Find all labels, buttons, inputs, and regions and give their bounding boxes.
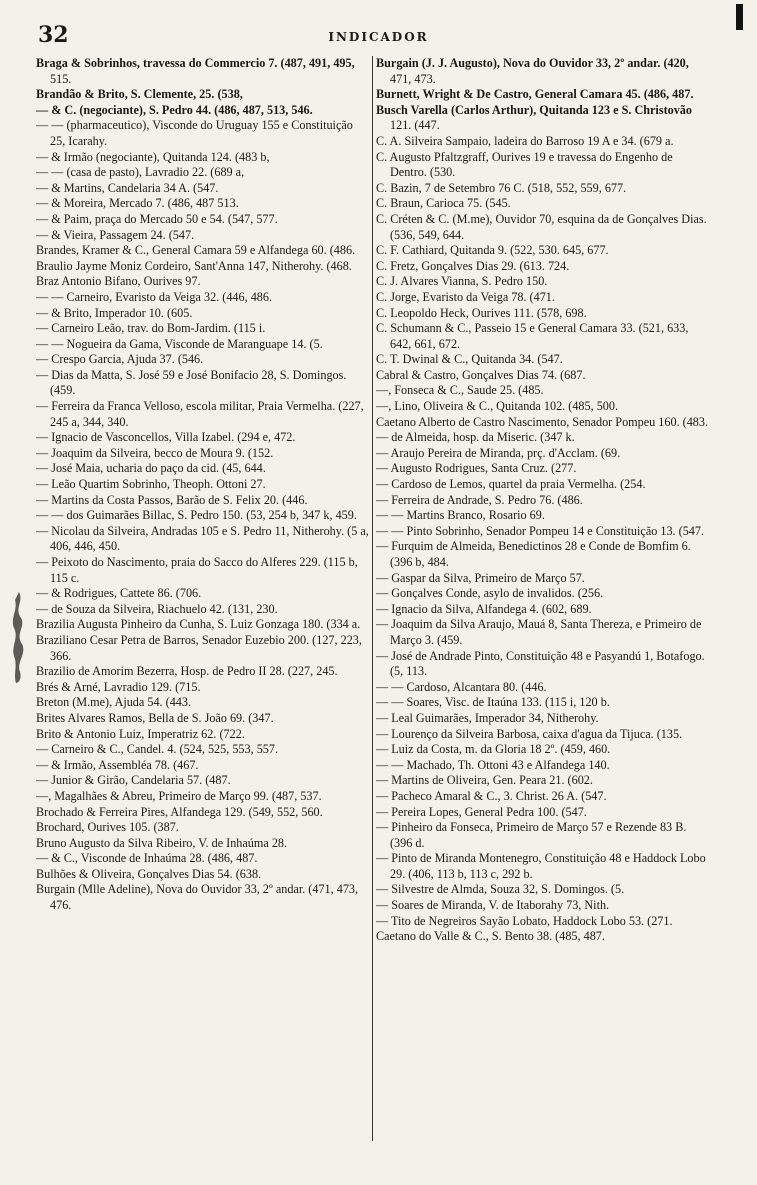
directory-entry: — — Nogueira da Gama, Visconde de Maranguape 14. (5. xyxy=(36,336,323,351)
directory-entry: — Pinto de Miranda Montenegro, Constituição 48 e Haddock Lobo 29. (406, 113 b, 113 c, 292 b. xyxy=(376,851,706,881)
directory-entry: Brites Alvares Ramos, Bella de S. João 69. (347. xyxy=(36,710,274,725)
directory-entry: C. A. Silveira Sampaio, ladeira do Barroso 19 A e 34. (679 a. xyxy=(376,133,674,148)
directory-entry: C. Bazin, 7 de Setembro 76 C. (518, 552, 559, 677. xyxy=(376,180,627,195)
directory-entry: — — Machado, Th. Ottoni 43 e Alfandega 140. xyxy=(376,757,610,772)
directory-entry: — Luiz da Costa, m. da Gloria 18 2º. (459, 460. xyxy=(376,742,611,757)
directory-entry: — & Moreira, Mercado 7. (486, 487 513. xyxy=(36,196,239,211)
directory-entry: — & Paim, praça do Mercado 50 e 54. (547, 577. xyxy=(36,211,278,226)
directory-entry: — & Irmão, Assembléa 78. (467. xyxy=(36,757,199,772)
directory-entry: — Pacheco Amaral & C., 3. Christ. 26 A. (547. xyxy=(376,788,607,803)
directory-entry: Brochado & Ferreira Pires, Alfandega 129. (549, 552, 560. xyxy=(36,804,323,819)
directory-entry: — Cardoso de Lemos, quartel da praia Vermelha. (254. xyxy=(376,477,646,492)
directory-entry: Brandão & Brito, S. Clemente, 25. (538, xyxy=(36,87,243,102)
page-number: 32 xyxy=(38,22,69,48)
directory-entry: —, Fonseca & C., Saude 25. (485. xyxy=(376,383,544,398)
directory-entry: — Augusto Rodrigues, Santa Cruz. (277. xyxy=(376,461,577,476)
directory-entry: — & C., Visconde de Inhaúma 28. (486, 487. xyxy=(36,851,258,866)
directory-entry: C. J. Alvares Vianna, S. Pedro 150. xyxy=(376,274,548,289)
directory-entry: — Gaspar da Silva, Primeiro de Março 57. xyxy=(376,570,585,585)
directory-entry: — Ignacio de Vasconcellos, Villa Izabel. (294 e, 472. xyxy=(36,430,296,445)
column-divider xyxy=(372,56,373,1141)
directory-entry: — Carneiro Leão, trav. do Bom-Jardim. (115 i. xyxy=(36,321,266,336)
directory-entry: Braulio Jayme Moniz Cordeiro, Sant'Anna 147, Nitherohy. (468. xyxy=(36,258,352,273)
directory-entry: — — Martins Branco, Rosario 69. xyxy=(376,508,545,523)
directory-entry: — — (casa de pasto), Lavradio 22. (689 a, xyxy=(36,165,245,180)
directory-entry: — Lourenço da Silveira Barbosa, caixa d'agua da Tijuca. (135. xyxy=(376,726,683,741)
directory-entry: Busch Varella (Carlos Arthur), Quitanda 123 e S. Christovão 121. (447. xyxy=(376,102,692,133)
directory-entry: Cabral & Castro, Gonçalves Dias 74. (687. xyxy=(376,367,586,382)
directory-entry: Bruno Augusto da Silva Ribeiro, V. de Inhaúma 28. xyxy=(36,835,288,850)
directory-entry: C. Leopoldo Heck, Ourives 111. (578, 698. xyxy=(376,305,587,320)
directory-entry: — Pereira Lopes, General Pedra 100. (547. xyxy=(376,804,587,819)
directory-entry: — & Martins, Candelaria 34 A. (547. xyxy=(36,180,219,195)
directory-entry: C. Créten & C. (M.me), Ouvidor 70, esquina da de Gonçalves Dias. (536, 549, 644. xyxy=(376,211,707,242)
directory-entry: — Ferreira de Andrade, S. Pedro 76. (486. xyxy=(376,492,583,507)
directory-entry: Caetano do Valle & C., S. Bento 38. (485, 487. xyxy=(376,929,605,944)
corner-ink-mark xyxy=(736,4,743,30)
page-header xyxy=(28,22,729,48)
directory-entry: C. Braun, Carioca 75. (545. xyxy=(376,196,511,211)
directory-entry: — Furquim de Almeida, Benedictinos 28 e Conde de Bomfim 6. (396 b, 484. xyxy=(376,539,691,569)
directory-entry: — Araujo Pereira de Miranda, prç. d'Acclam. (69. xyxy=(376,445,621,460)
directory-entry: — Nicolau da Silveira, Andradas 105 e S. Pedro 11, Nitherohy. (5 a, 406, 446, 450. xyxy=(36,523,369,554)
directory-entry: — Junior & Girão, Candelaria 57. (487. xyxy=(36,773,231,788)
directory-entry: — Leão Quartim Sobrinho, Theoph. Ottoni 27. xyxy=(36,477,266,492)
directory-entry: —, Magalhães & Abreu, Primeiro de Março 99. (487, 537. xyxy=(36,788,322,803)
directory-entry: — Tito de Negreiros Sayão Lobato, Haddock Lobo 53. (271. xyxy=(376,913,673,928)
directory-entry: C. F. Cathiard, Quitanda 9. (522, 530. 645, 677. xyxy=(376,243,609,258)
directory-entry: — Martins da Costa Passos, Barão de S. Felix 20. (446. xyxy=(36,492,308,507)
directory-entry: —, Lino, Oliveira & C., Quitanda 102. (485, 500. xyxy=(376,399,619,414)
directory-entry: Bulhões & Oliveira, Gonçalves Dias 54. (638. xyxy=(36,866,262,881)
directory-entry: Burgain (Mlle Adeline), Nova do Ouvidor 33, 2º andar. (471, 473, 476. xyxy=(36,882,359,913)
right-column xyxy=(376,56,711,1141)
directory-entry: Brés & Arné, Lavradio 129. (715. xyxy=(36,679,201,694)
directory-entry: — Martins de Oliveira, Gen. Peara 21. (602. xyxy=(376,773,593,788)
directory-entry: — de Almeida, hosp. da Miseric. (347 k. xyxy=(376,430,575,445)
ink-blot-stain xyxy=(10,590,28,685)
directory-entry: — Ferreira da Franca Velloso, escola militar, Praia Vermelha. (227, 245 a, 344, 340. xyxy=(36,399,364,429)
directory-entry: — & C. (negociante), S. Pedro 44. (486, 487, 513, 546. xyxy=(36,102,313,117)
directory-entry: — Peixoto do Nascimento, praia do Sacco do Alferes 229. (115 b, 115 c. xyxy=(36,555,358,585)
directory-entry: Brito & Antonio Luiz, Imperatriz 62. (722. xyxy=(36,726,245,741)
directory-entry: — — Soares, Visc. de Itaúna 133. (115 i, 120 b. xyxy=(376,695,610,710)
directory-entry: — Gonçalves Conde, asylo de invalidos. (256. xyxy=(376,586,604,601)
directory-entry: — Joaquim da Silva Araujo, Mauá 8, Santa Thereza, e Primeiro de Março 3. (459. xyxy=(376,617,702,647)
directory-entry: C. Schumann & C., Passeio 15 e General Camara 33. (521, 633, 642, 661, 672. xyxy=(376,321,689,351)
directory-entry: — — Carneiro, Evaristo da Veiga 32. (446, 486. xyxy=(36,289,273,304)
directory-entry: — & Irmão (negociante), Quitanda 124. (483 b, xyxy=(36,149,270,164)
directory-entry: C. Jorge, Evaristo da Veiga 78. (471. xyxy=(376,289,555,304)
directory-entry: Brazilia Augusta Pinheiro da Cunha, S. Luiz Gonzaga 180. (334 a. xyxy=(36,617,361,632)
directory-entry: Brandes, Kramer & C., General Camara 59 e Alfandega 60. (486. xyxy=(36,243,356,258)
directory-entry: — — Pinto Sobrinho, Senador Pompeu 14 e Constituição 13. (547. xyxy=(376,523,705,538)
directory-entry: — — dos Guimarães Billac, S. Pedro 150. (53, 254 b, 347 k, 459. xyxy=(36,508,357,523)
directory-entry: — Crespo Garcia, Ajuda 37. (546. xyxy=(36,352,204,367)
directory-entry: — Soares de Miranda, V. de Itaborahy 73, Nith. xyxy=(376,898,610,913)
directory-columns xyxy=(36,56,729,1141)
directory-entry: Caetano Alberto de Castro Nascimento, Senador Pompeu 160. (483. xyxy=(376,414,709,429)
directory-entry: Burgain (J. J. Augusto), Nova do Ouvidor 33, 2º andar. (420, 471, 473. xyxy=(376,56,689,86)
directory-entry: — Ignacio da Silva, Alfandega 4. (602, 689. xyxy=(376,601,592,616)
directory-entry: — Pinheiro da Fonseca, Primeiro de Março 57 e Rezende 83 B. (396 d. xyxy=(376,820,687,850)
directory-entry: — Joaquim da Silveira, becco de Moura 9. (152. xyxy=(36,445,274,460)
directory-entry: — Leal Guimarães, Imperador 34, Nitherohy. xyxy=(376,710,599,725)
running-head: INDICADOR xyxy=(328,30,429,44)
left-column xyxy=(36,56,371,1141)
directory-entry: Brazilio de Amorim Bezerra, Hosp. de Pedro II 28. (227, 245. xyxy=(36,664,338,679)
directory-entry: C. Fretz, Gonçalves Dias 29. (613. 724. xyxy=(376,258,570,273)
directory-entry: — & Brito, Imperador 10. (605. xyxy=(36,305,193,320)
directory-entry: C. Augusto Pfaltzgraff, Ourives 19 e travessa do Engenho de Dentro. (530. xyxy=(376,149,673,180)
directory-entry: — de Souza da Silveira, Riachuelo 42. (131, 230. xyxy=(36,601,278,616)
directory-entry: — Carneiro & C., Candel. 4. (524, 525, 553, 557. xyxy=(36,742,279,757)
directory-entry: — Silvestre de Almda, Souza 32, S. Domingos. (5. xyxy=(376,882,625,897)
directory-entry: Burnett, Wright & De Castro, General Camara 45. (486, 487. xyxy=(376,87,694,102)
directory-entry: — Dias da Matta, S. José 59 e José Bonifacio 28, S. Domingos. (459. xyxy=(36,367,347,398)
directory-entry: — & Rodrigues, Cattete 86. (706. xyxy=(36,586,202,601)
directory-entry: — & Vieira, Passagem 24. (547. xyxy=(36,227,195,242)
directory-entry: Braziliano Cesar Petra de Barros, Senador Euzebio 200. (127, 223, 366. xyxy=(36,632,362,663)
directory-entry: C. T. Dwinal & C., Quitanda 34. (547. xyxy=(376,352,563,367)
directory-entry: — José Maia, ucharia do paço da cid. (45, 644. xyxy=(36,461,266,476)
directory-entry: — — Cardoso, Alcantara 80. (446. xyxy=(376,679,547,694)
directory-entry: — José de Andrade Pinto, Constituição 48 e Pasyandú 1, Botafogo. (5, 113. xyxy=(376,648,705,679)
directory-entry: Braz Antonio Bifano, Ourives 97. xyxy=(36,274,201,289)
directory-entry: Breton (M.me), Ajuda 54. (443. xyxy=(36,695,192,710)
directory-entry: — — (pharmaceutico), Visconde do Uruguay 155 e Constituição 25, Icarahy. xyxy=(36,118,353,148)
directory-entry: Braga & Sobrinhos, travessa do Commercio 7. (487, 491, 495, 515. xyxy=(36,56,355,86)
directory-entry: Brochard, Ourives 105. (387. xyxy=(36,820,179,835)
